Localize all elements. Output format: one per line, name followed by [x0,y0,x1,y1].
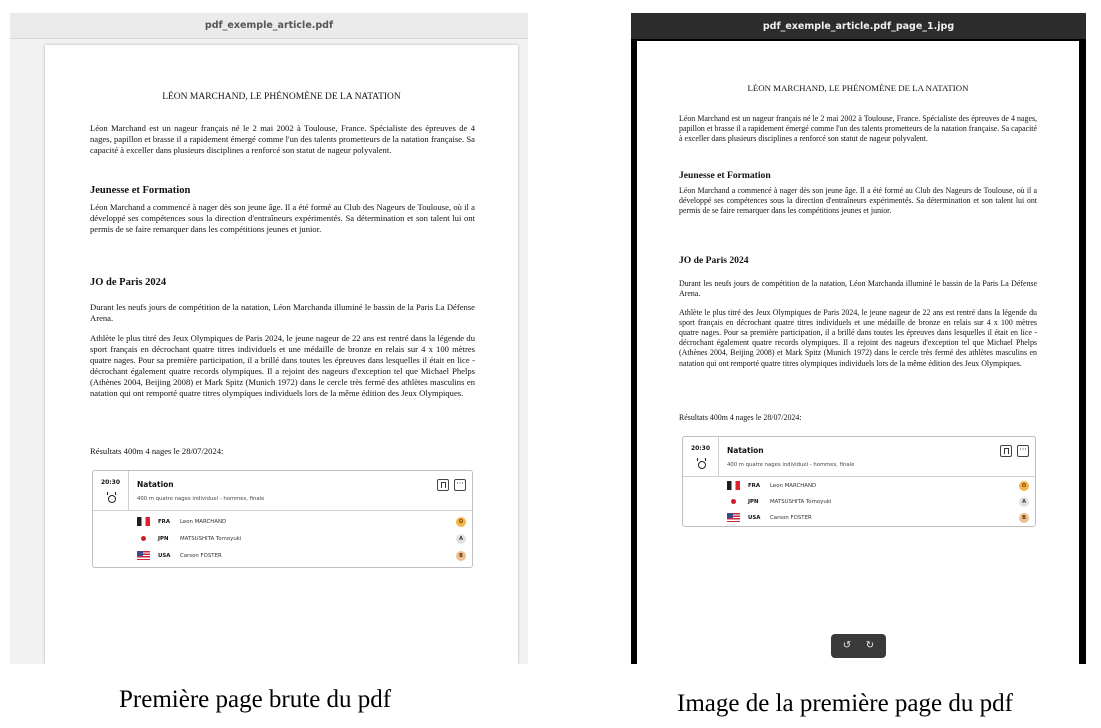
article-title: LÉON MARCHAND, LE PHÉNOMÈNE DE LA NATATION [747,83,969,93]
article-intro: Léon Marchand est un nageur français né le 2 mai 2002 à Toulouse, France. Spécialiste des épreuves de 4 nages, papillon et brasse il a rapidement émergé comme l'un des talents prometteurs de la natation française. Sa capacité à exceller dans plusieurs disciplines a renforcé son statut de nageur polyvalent. [679,114,1037,144]
athlete-name: Leon MARCHAND [770,482,817,489]
rotate-toolbar [831,634,886,658]
more-options-button[interactable]: ··· [454,479,466,491]
result-row [727,477,1029,494]
bookmark-button[interactable] [437,479,449,491]
medal-badge-bronze: B [456,551,466,561]
event-time-block [93,471,129,511]
medal-icon [697,458,704,467]
more-options-button[interactable]: ··· [1017,445,1029,457]
flag-japan-icon [137,534,150,543]
pdf-viewer-left [10,13,528,664]
section-heading-jo: JO de Paris 2024 [90,277,167,288]
viewer-title: pdf_exemple_article.pdf_page_1.jpg [631,13,1086,39]
viewer-title: pdf_exemple_article.pdf [10,13,528,39]
athlete-name: MATSUSHITA Tomoyuki [770,498,832,505]
bookmark-icon [441,482,446,488]
results-card-header [683,437,1035,477]
country-code: FRA [748,482,761,489]
athlete-name: Leon MARCHAND [180,518,227,525]
medal-badge-bronze: B [1019,513,1029,523]
section-text-jo-2: Athlète le plus titré des Jeux Olympiques de Paris 2024, le jeune nageur de 22 ans est rentré dans la légende du sport français en décrochant quatre titres individuels et une médaille de bronze en relais sur 4 x 100 mètres quatre nages. Pour sa première participation, il a brillé dans toutes les épreuves dans lesquelles il était en lice - décrochant également quatre records olympiques. Il a rejoint des nageurs d'exception tel que Michael Phelps (Athènes 2004, Beijing 2008) et Mark Spitz (Munich 1972) dans le cercle très fermé des athlètes masculins en natation qui ont remporté quatre titres olympiques individuels lors de la même édition des Jeux Olympiques. [90,333,475,398]
medal-badge-silver: A [1019,497,1029,507]
event-time: 20:30 [100,479,121,486]
athlete-name: Carson FOSTER [770,514,812,521]
section-text-jo-1: Durant les neufs jours de compétition de la natation, Léon Marchanda illuminé le bassin de la Paris La Défense Arena. [679,279,1037,299]
section-text-jeunesse: Léon Marchand a commencé à nager dès son jeune âge. Il a été formé au Club des Nageurs de Toulouse, où il a développé ses compétences sous la direction d'entraîneurs expérimentés. Sa détermination et son talent lui ont permis de se faire remarquer dans les compétitions jeunes et junior. [679,186,1037,216]
event-name: 400 m quatre nages individuel - hommes, finale [727,462,855,468]
article [637,41,1079,664]
sport-name: Natation [727,446,764,455]
section-text-jeunesse: Léon Marchand a commencé à nager dès son jeune âge. Il a été formé au Club des Nageurs de Toulouse, où il a développé ses compétences sous la direction d'entraîneurs expérimentés. Sa détermination et son talent lui ont permis de se faire remarquer dans les compétitions jeunes et junior. [90,202,475,234]
caption-left: Première page brute du pdf [119,686,392,713]
section-heading-jeunesse: Jeunesse et Formation [90,185,191,196]
country-code: USA [158,552,171,559]
country-code: USA [748,514,761,521]
country-code: FRA [158,518,171,525]
section-heading-jeunesse: Jeunesse et Formation [679,170,771,181]
medal-badge-silver: A [456,534,466,544]
page-image [637,41,1079,664]
section-heading-jo: JO de Paris 2024 [679,255,749,266]
flag-usa-icon [137,551,150,560]
result-row [727,493,1029,510]
athlete-name: MATSUSHITA Tomoyuki [180,535,242,542]
rotate-counterclockwise-icon[interactable]: ↺ [842,640,852,651]
bookmark-button[interactable] [1000,445,1012,457]
section-text-jo-2: Athlète le plus titré des Jeux Olympiques de Paris 2024, le jeune nageur de 22 ans est rentré dans la légende du sport français en décrochant quatre titres individuels et une médaille de bronze en relais sur 4 x 100 mètres quatre nages. Pour sa première participation, il a brillé dans toutes les épreuves dans lesquelles il était en lice - décrochant également quatre records olympiques. Il a rejoint des nageurs d'exception tel que Michael Phelps (Athènes 2004, Beijing 2008) et Mark Spitz (Munich 1972) dans le cercle très fermé des athlètes masculins en natation qui ont remporté quatre titres olympiques individuels lors de la même édition des Jeux Olympiques. [679,308,1037,368]
event-time-block [683,437,719,477]
country-code: JPN [748,498,759,505]
pdf-page [45,45,518,664]
medal-badge-gold: O [456,517,466,527]
flag-usa-icon [727,513,740,522]
article-intro: Léon Marchand est un nageur français né le 2 mai 2002 à Toulouse, France. Spécialiste des épreuves de 4 nages, papillon et brasse il a rapidement émergé comme l'un des talents prometteurs de la natation française. Sa capacité à exceller dans plusieurs disciplines a renforcé son statut de nageur polyvalent. [90,123,475,155]
results-label: Résultats 400m 4 nages le 28/07/2024: [679,413,802,422]
athlete-name: Carson FOSTER [180,552,222,559]
bookmark-icon [1004,448,1009,454]
flag-france-icon [137,517,150,526]
sport-name: Natation [137,480,174,489]
result-row [137,547,466,564]
article [45,45,518,664]
event-time: 20:30 [690,445,711,452]
results-card-header [93,471,472,511]
results-card [92,470,473,568]
article-title: LÉON MARCHAND, LE PHÉNOMÈNE DE LA NATATION [162,92,401,102]
flag-france-icon [727,481,740,490]
event-name: 400 m quatre nages individuel - hommes, finale [137,496,265,502]
results-card [682,436,1036,527]
rotate-clockwise-icon[interactable]: ↻ [865,640,875,651]
caption-right: Image de la première page du pdf [677,690,1013,717]
result-row [727,509,1029,526]
flag-japan-icon [727,497,740,506]
country-code: JPN [158,535,169,542]
result-row [137,513,466,530]
medal-icon [107,492,114,501]
result-row [137,530,466,547]
section-text-jo-1: Durant les neufs jours de compétition de la natation, Léon Marchanda illuminé le bassin de la Paris La Défense Arena. [90,302,475,323]
results-label: Résultats 400m 4 nages le 28/07/2024: [90,446,224,456]
image-viewer-right [631,13,1086,664]
medal-badge-gold: O [1019,481,1029,491]
